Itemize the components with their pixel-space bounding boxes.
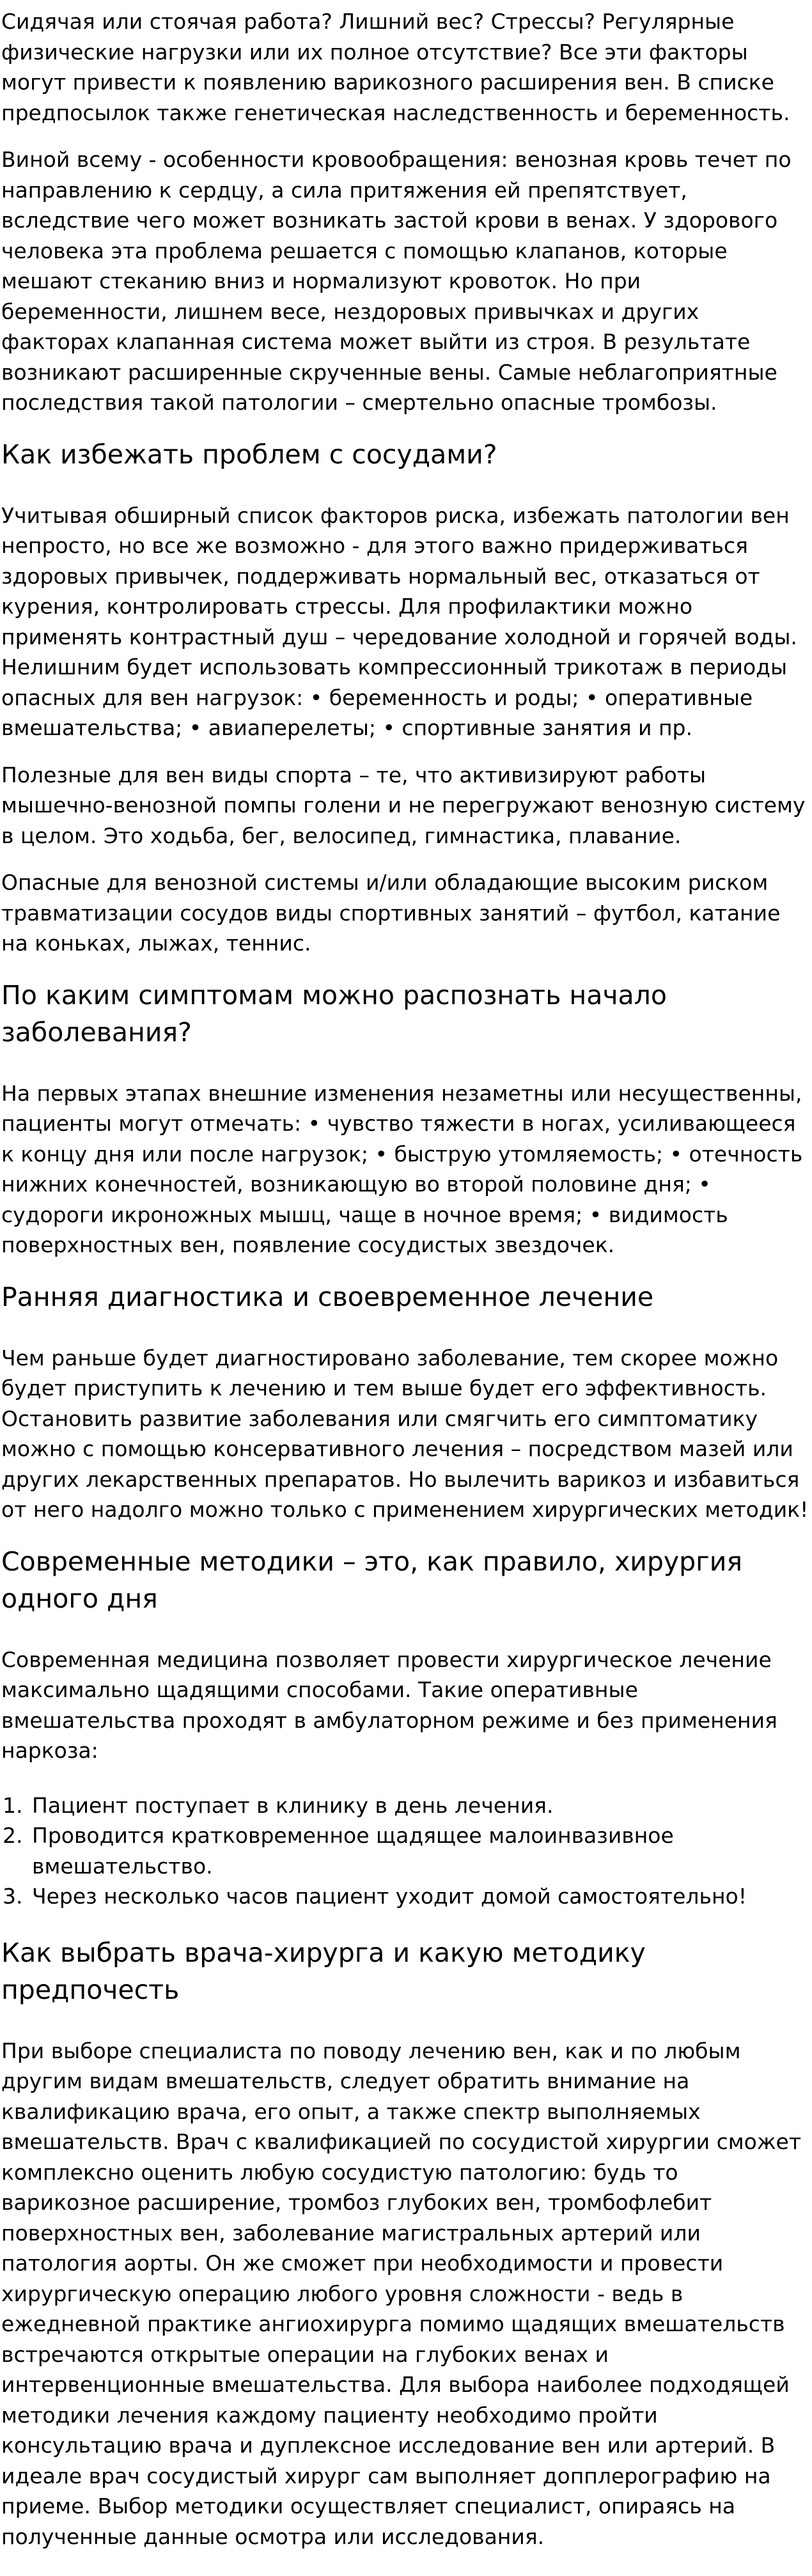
treatment-step: 2. Проводится кратковременное щадящее малоинвазивное вмешательство. [29, 1820, 811, 1881]
section-heading-avoid-problems: Как избежать проблем с сосудами? [1, 438, 497, 470]
section-heading-choose-surgeon: Как выбрать врача-хирурга и какую методику предпочесть [1, 1937, 646, 2005]
paragraph: На первых этапах внешние изменения незаметны или несущественны, пациенты могут отмечать: • чувство тяжести в ногах, усиливающееся к концу дня или после нагрузок; • быструю утомляемость; • отечность нижних конечностей, возникающую во второй половине дня; • судороги икроножных мышц, чаще в ночное время; • видимость поверхностных вен, появление сосудистых звездочек. [1, 1080, 803, 1257]
paragraph: При выборе специалиста по поводу лечению вен, как и по любым другим видам вмешательств, следует обратить внимание на квалификацию врача, его опыт, а также спектр выполняемых вмешательств. Врач с квалификацией по сосудистой хирургии сможет комплексно оценить любую сосудистую патологию: будь то варикозное расширение, тромбоз глубоких вен, тромбофлебит поверхностных вен, заболевание магистральных артерий или патология аорты. Он же сможет при необходимости и провести хирургическую операцию любого уровня сложности - ведь в ежедневной практике ангиохирурга помимо щадящих вмешательств встречаются открытые операции на глубоких венах и интервенционные вмешательства. Для выбора наиболее подходящей методики лечения каждому пациенту необходимо пройти консультацию врача и дуплексное исследование вен или артерий. В идеале врач сосудистый хирург сам выполняет допплерографию на приеме. Выбор методики осуществляет специалист, опираясь на полученные данные осмотра или исследования. [1, 2038, 802, 2549]
intro-paragraph: Виной всему - особенности кровообращения: венозная кровь течет по направлению к сердцу, а сила притяжения ей препятствует, вследствие чего может возникать застой крови в венах. У здорового человека эта проблема решается с помощью клапанов, которые мешают стеканию вниз и нормализуют кровоток. Но при беременности, лишнем весе, нездоровых привычках и других факторах клапанная система может выйти из строя. В результате возникают расширенные скрученные вены. Самые неблагоприятные последствия такой патологии – смертельно опасные тромбозы. [1, 147, 792, 415]
treatment-steps-list [1, 1790, 811, 1912]
paragraph: Учитывая обширный список факторов риска, избежать патологии вен непросто, но все же возможно - для этого важно придерживаться здоровых привычек, поддерживать нормальный вес, отказаться от курения, контролировать стрессы. Для профилактики можно применять контрастный душ – чередование холодной и горячей воды. Нелишним будет использовать компрессионный трикотаж в периоды опасных для вен нагрузок: • беременность и роды; • оперативные вмешательства; • авиаперелеты; • спортивные занятия и пр. [1, 502, 797, 740]
treatment-step: 3. Через несколько часов пациент уходит домой самостоятельно! [29, 1881, 811, 1912]
treatment-step: 1. Пациент поступает в клинику в день лечения. [29, 1790, 811, 1821]
paragraph: Опасные для венозной системы и/или обладающие высоким риском травматизации сосудов виды спортивных занятий – футбол, катание на коньках, лыжах, теннис. [1, 870, 781, 956]
section-heading-early-diagnostics: Ранняя диагностика и своевременное лечение [1, 1281, 654, 1312]
paragraph: Современная медицина позволяет провести хирургическое лечение максимально щадящими способами. Такие оперативные вмешательства проходят в амбулаторном режиме и без применения наркоза: [1, 1647, 777, 1763]
paragraph: Полезные для вен виды спорта – те, что активизируют работы мышечно-венозной помпы голени и не перегружают венозную систему в целом. Это ходьба, бег, велосипед, гимнастика, плавание. [1, 762, 806, 848]
section-heading-modern-methods: Современные методики – это, как правило, хирургия одного дня [1, 1546, 743, 1614]
paragraph: Чем раньше будет диагностировано заболевание, тем скорее можно будет приступить к лечению и тем выше будет его эффективность. Остановить развитие заболевания или смягчить его симптоматику можно с помощью консервативного лечения – посредством мазей или других лекарственных препаратов. Но вылечить варикоз и избавиться от него надолго можно только с применением хирургических методик! [1, 1345, 809, 1522]
section-heading-symptoms: По каким симптомам можно распознать начало заболевания? [1, 979, 667, 1048]
intro-paragraph: Сидячая или стоячая работа? Лишний вес? Стрессы? Регулярные физические нагрузки или их полное отсутствие? Все эти факторы могут привести к появлению варикозного расширения вен. В списке предпосылок также генетическая наследственность и беременность. [1, 9, 790, 125]
